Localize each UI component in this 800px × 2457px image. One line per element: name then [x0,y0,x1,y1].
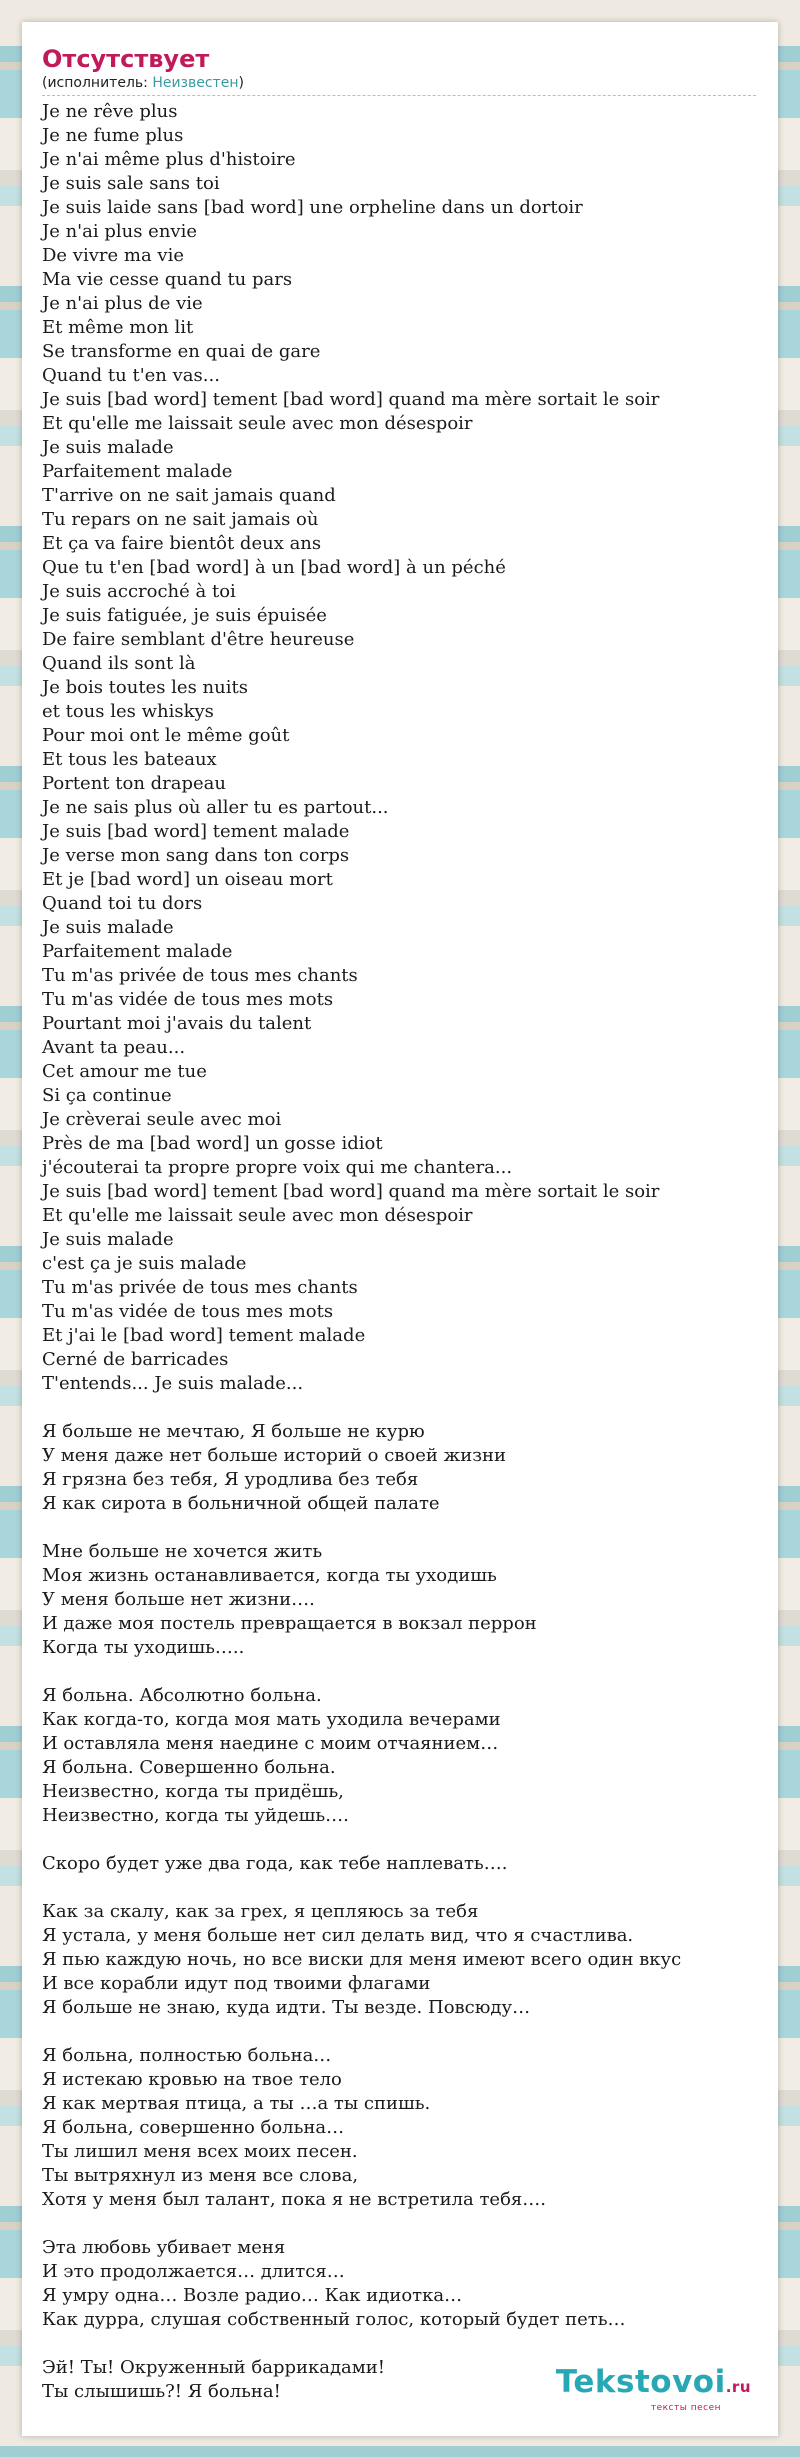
lyric-line: Хотя у меня был талант, пока я не встретила тебя…. [42,2189,546,2210]
lyric-line: c'est ça je suis malade [42,1253,247,1274]
lyric-line: Près de ma [bad word] un gosse idiot [42,1133,383,1154]
lyric-line: Je crèverai seule avec moi [42,1109,282,1130]
lyric-line: Et je [bad word] un oiseau mort [42,869,333,890]
lyric-line: Et même mon lit [42,317,194,338]
lyric-line: И оставляла меня наедине с моим отчаянием… [42,1733,499,1754]
lyric-line: Je bois toutes les nuits [42,677,248,698]
lyric-line: Je suis [bad word] tement [bad word] quand ma mère sortait le soir [42,389,660,410]
lyric-line: Je suis malade [42,917,174,938]
lyric-line: И это продолжается… длится… [42,2261,345,2282]
lyric-line: У меня даже нет больше историй о своей жизни [42,1445,507,1466]
lyric-stanza-gap [42,1396,756,1420]
lyric-stanza-gap [42,2212,756,2236]
lyric-line: Tu m'as vidée de tous mes mots [42,989,334,1010]
lyric-line: И все корабли идут под твоими флагами [42,1973,431,1994]
lyric-line: Ты вытряхнул из меня все слова, [42,2165,359,2186]
lyric-line: Я больна. Абсолютно больна. [42,1685,322,1706]
lyric-line: Я больна, совершенно больна… [42,2117,345,2138]
lyric-line: Tu m'as privée de tous mes chants [42,965,358,986]
artist-link[interactable]: Неизвестен [152,75,239,91]
song-header [42,44,756,96]
lyric-line: Эта любовь убивает меня [42,2237,286,2258]
lyric-line: Je ne sais plus où aller tu es partout... [42,797,389,818]
lyric-line: Je suis accroché à toi [42,581,236,602]
lyric-line: De vivre ma vie [42,245,184,266]
lyric-line: Je suis fatiguée, je suis épuisée [42,605,327,626]
artist-line [42,74,756,92]
lyric-stanza-gap [42,1660,756,1684]
lyric-line: Я истекаю кровью на твое тело [42,2069,342,2090]
lyric-line: Я пью каждую ночь, но все виски для меня имеют всего один вкус [42,1949,682,1970]
lyric-line: Quand tu t'en vas... [42,365,220,386]
lyric-line: Je n'ai même plus d'histoire [42,149,296,170]
header-divider [42,95,756,96]
lyric-line: Я грязна без тебя, Я уродлива без тебя [42,1469,419,1490]
lyric-line: Cerné de barricades [42,1349,229,1370]
lyric-line: j'écouterai ta propre propre voix qui me chantera... [42,1157,513,1178]
lyric-line: T'entends... Je suis malade... [42,1373,304,1394]
lyric-line: Et tous les bateaux [42,749,217,770]
logo-name: Tekstovoi [555,2364,726,2400]
lyric-line: Et qu'elle me laissait seule avec mon désespoir [42,1205,473,1226]
lyric-line: Je ne fume plus [42,125,184,146]
lyric-line: Я как сирота в больничной общей палате [42,1493,440,1514]
lyric-line: Et ça va faire bientôt deux ans [42,533,322,554]
logo-wordmark [556,2366,751,2403]
lyric-line: Ты слышишь?! Я больна! [42,2381,281,2402]
lyric-line: Et j'ai le [bad word] tement malade [42,1325,366,1346]
lyric-line: Tu repars on ne sait jamais où [42,509,319,530]
lyric-line: Скоро будет уже два года, как тебе наплевать…. [42,1853,508,1874]
lyric-line: Моя жизнь останавливается, когда ты уходишь [42,1565,497,1586]
lyric-stanza-gap [42,1516,756,1540]
lyric-line: Я больна. Совершенно больна. [42,1757,336,1778]
artist-suffix: ) [238,75,244,91]
lyric-line: Portent ton drapeau [42,773,226,794]
lyric-line: De faire semblant d'être heureuse [42,629,355,650]
lyric-line: Как за скалу, как за грех, я цепляюсь за тебя [42,1901,479,1922]
lyric-line: Avant ta peau... [42,1037,186,1058]
lyric-line: Je suis laide sans [bad word] une orpheline dans un dortoir [42,197,583,218]
lyric-line: Я устала, у меня больше нет сил делать вид, что я счастлива. [42,1925,634,1946]
logo-tagline: тексты песен [650,2403,721,2413]
lyric-line: Si ça continue [42,1085,172,1106]
lyric-line: Как когда-то, когда моя мать уходила вечерами [42,1709,501,1730]
lyric-stanza-gap [42,2020,756,2044]
lyric-line: Je n'ai plus envie [42,221,197,242]
lyric-line: Et qu'elle me laissait seule avec mon désespoir [42,413,473,434]
lyric-line: T'arrive on ne sait jamais quand [42,485,336,506]
lyric-line: Неизвестно, когда ты уйдешь…. [42,1805,349,1826]
lyric-stanza-gap [42,2332,756,2356]
lyric-line: Я больна, полностью больна… [42,2045,332,2066]
lyric-stanza-gap [42,1828,756,1852]
lyric-line: Я как мертвая птица, а ты …а ты спишь. [42,2093,431,2114]
lyric-line: И даже моя постель превращается в вокзал перрон [42,1613,537,1634]
lyric-line: Cet amour me tue [42,1061,207,1082]
lyrics-panel [22,22,778,2436]
lyric-line: Que tu t'en [bad word] à un [bad word] à un péché [42,557,506,578]
lyric-line: Je suis malade [42,1229,174,1250]
lyric-line: Quand ils sont là [42,653,196,674]
lyric-line: Мне больше не хочется жить [42,1541,323,1562]
lyric-line: et tous les whiskys [42,701,214,722]
lyric-line: Я больше не мечтаю, Я больше не курю [42,1421,425,1442]
lyric-line: Je ne rêve plus [42,101,178,122]
artist-prefix: (исполнитель: [42,75,153,91]
lyric-line: Je suis sale sans toi [42,173,220,194]
lyric-line: Quand toi tu dors [42,893,203,914]
lyric-line: У меня больше нет жизни…. [42,1589,315,1610]
lyric-line: Je verse mon sang dans ton corps [42,845,350,866]
lyric-line: Parfaitement malade [42,461,233,482]
lyric-line: Я больше не знаю, куда идти. Ты везде. Повсюду… [42,1997,531,2018]
lyric-line: Неизвестно, когда ты придёшь, [42,1781,344,1802]
lyric-stanza-gap [42,1876,756,1900]
lyric-line: Parfaitement malade [42,941,233,962]
lyrics-text [42,100,756,2404]
lyric-line: Tu m'as privée de tous mes chants [42,1277,358,1298]
song-title: Отсутствует [42,45,210,73]
lyric-line: Tu m'as vidée de tous mes mots [42,1301,334,1322]
lyric-line: Ma vie cesse quand tu pars [42,269,293,290]
lyric-line: Как дурра, слушая собственный голос, который будет петь… [42,2309,626,2330]
site-logo[interactable] [556,2366,751,2414]
lyric-line: Je suis [bad word] tement [bad word] quand ma mère sortait le soir [42,1181,660,1202]
lyric-line: Je suis [bad word] tement malade [42,821,350,842]
lyric-line: Я умру одна… Возле радио… Как идиотка… [42,2285,463,2306]
lyric-line: Ты лишил меня всех моих песен. [42,2141,358,2162]
lyric-line: Je n'ai plus de vie [42,293,203,314]
lyric-line: Эй! Ты! Окруженный баррикадами! [42,2357,386,2378]
lyric-line: Se transforme en quai de gare [42,341,321,362]
logo-tld: .ru [725,2378,751,2396]
lyric-line: Pour moi ont le même goût [42,725,290,746]
lyric-line: Je suis malade [42,437,174,458]
lyric-line: Pourtant moi j'avais du talent [42,1013,312,1034]
lyric-line: Когда ты уходишь….. [42,1637,245,1658]
